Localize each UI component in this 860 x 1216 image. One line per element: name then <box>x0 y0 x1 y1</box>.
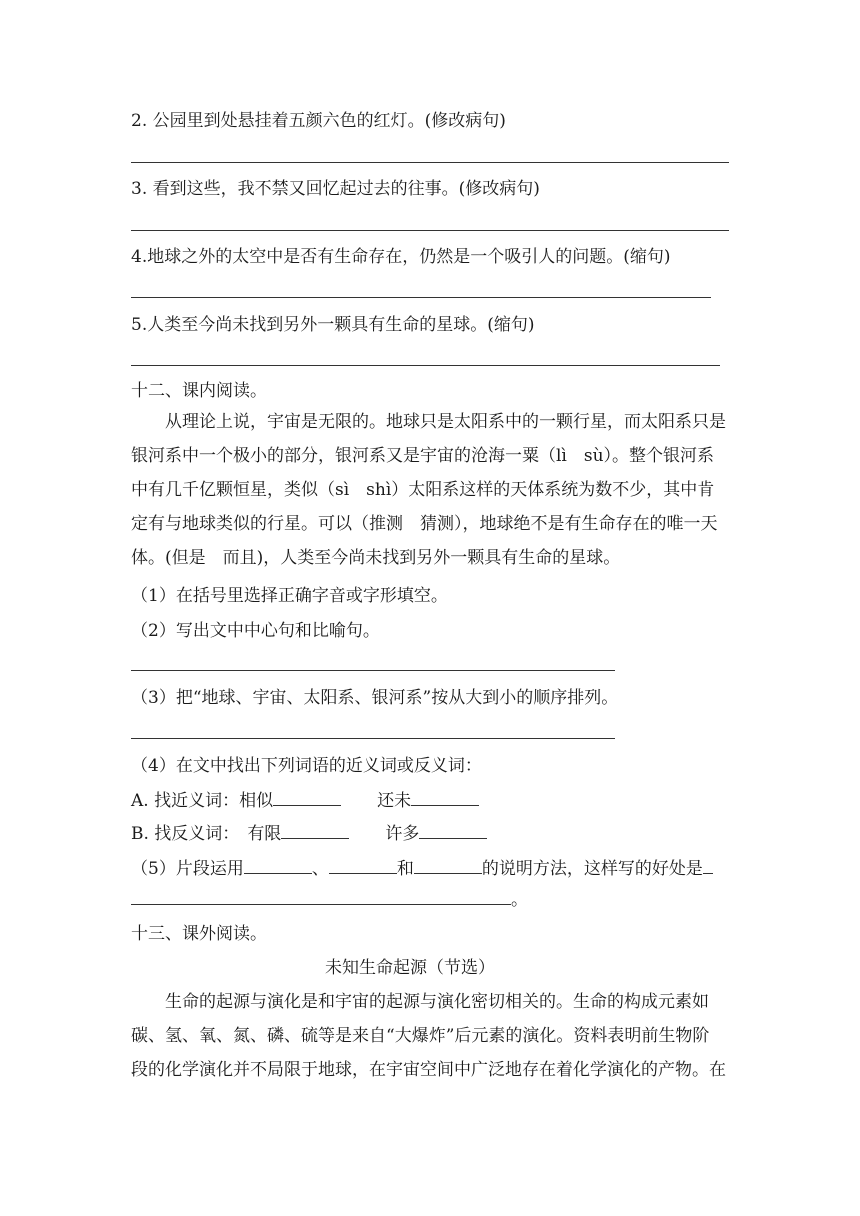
passage-line: 从理论上说，宇宙是无限的。地球只是太阳系中的一颗行星，而太阳系只是 <box>165 412 726 432</box>
benefit-blank[interactable] <box>131 888 511 905</box>
synonyms-row <box>131 789 479 812</box>
passage-line: 段的化学演化并不局限于地球，在宇宙空间中广泛地存在着化学演化的产物。在 <box>131 1060 726 1080</box>
method-blank-2[interactable] <box>329 857 397 874</box>
sub5-suffix: 的说明方法，这样写的好处是 <box>481 859 703 879</box>
sub5-prefix: （5）片段运用 <box>131 859 244 879</box>
section-12-passage <box>131 405 731 575</box>
antonym-word-2: 许多 <box>385 824 420 844</box>
answer-line-sub3[interactable] <box>131 738 615 739</box>
passage-line: 定有与地球类似的行星。可以（推测 猜测），地球绝不是有生命存在的唯一天 <box>131 514 718 534</box>
section-13-title: 未知生命起源（节选） <box>325 958 495 978</box>
sub5-separator-1: 、 <box>311 859 329 879</box>
benefit-blank-start[interactable] <box>703 857 713 874</box>
question-4-text: 4.地球之外的太空中是否有生命存在，仍然是一个吸引人的问题。(缩句) <box>131 247 671 267</box>
passage-line: 碳、氢、氧、氮、磷、硫等是来自“大爆炸”后元素的演化。资料表明前生物阶 <box>131 1026 710 1046</box>
antonym-blank-1[interactable] <box>281 822 349 839</box>
section-13-heading: 十三、课外阅读。 <box>131 924 267 944</box>
synonym-word-2: 还未 <box>377 791 412 811</box>
synonym-blank-2[interactable] <box>411 789 479 806</box>
answer-line-q2[interactable] <box>131 162 729 163</box>
answer-line-q4[interactable] <box>131 297 711 298</box>
passage-line: 银河系中一个极小的部分，银河系又是宇宙的沧海一粟（lì sù）。整个银河系 <box>131 446 715 466</box>
antonym-word-1: 有限 <box>247 824 282 844</box>
section-13-passage <box>131 985 731 1087</box>
answer-line-q5[interactable] <box>131 365 720 366</box>
answer-line-sub2[interactable] <box>131 670 615 671</box>
passage-line: 体。(但是 而且)，人类至今尚未找到另外一颗具有生命的星球。 <box>131 548 621 568</box>
sub5-end: 。 <box>511 890 528 910</box>
section-12-heading: 十二、课内阅读。 <box>131 381 267 401</box>
subquestion-3: （3）把“地球、宇宙、太阳系、银河系”按从大到小的顺序排列。 <box>131 688 619 708</box>
question-5-text: 5.人类至今尚未找到另外一颗具有生命的星球。(缩句) <box>131 315 535 335</box>
method-blank-1[interactable] <box>244 857 312 874</box>
method-blank-3[interactable] <box>414 857 482 874</box>
subquestion-2: （2）写出文中中心句和比喻句。 <box>131 621 380 641</box>
antonym-blank-2[interactable] <box>419 822 487 839</box>
subquestion-5 <box>131 857 713 880</box>
passage-line: 生命的起源与演化是和宇宙的起源与演化密切相关的。生命的构成元素如 <box>165 992 709 1012</box>
antonyms-label: B. 找反义词： <box>131 824 240 844</box>
sub5-continuation <box>131 888 528 911</box>
antonyms-row <box>131 822 487 845</box>
synonyms-label: A. 找近义词： <box>131 791 240 811</box>
answer-line-q3[interactable] <box>131 230 729 231</box>
subquestion-1: （1）在括号里选择正确字音或字形填空。 <box>131 586 448 606</box>
synonym-blank-1[interactable] <box>273 789 341 806</box>
subquestion-4: （4）在文中找出下列词语的近义词或反义词： <box>131 756 482 776</box>
question-3-text: 3. 看到这些，我不禁又回忆起过去的往事。(修改病句) <box>131 179 540 199</box>
synonym-word-1: 相似 <box>239 791 274 811</box>
passage-line: 中有几千亿颗恒星，类似（sì shì）太阳系这样的天体系统为数不少，其中肯 <box>131 480 715 500</box>
sub5-separator-2: 和 <box>396 859 414 879</box>
question-2-text: 2. 公园里到处悬挂着五颜六色的红灯。(修改病句) <box>131 111 506 131</box>
